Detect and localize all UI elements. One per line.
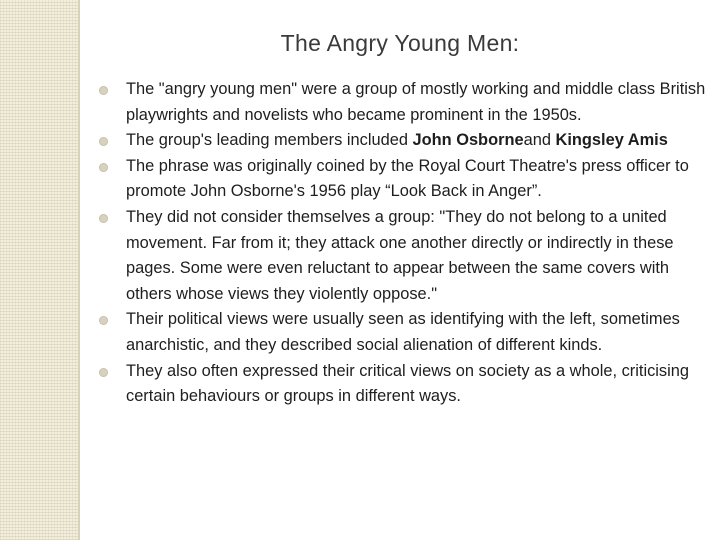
bullet-connector: and	[523, 131, 556, 150]
bullet-dot-icon	[99, 368, 108, 377]
bullet-text: The phrase was originally coined by the Royal Court Theatre's press officer to promote John Osborne's 1956 play “Look Back in Anger”.	[126, 156, 689, 201]
side-band-divider	[78, 0, 80, 540]
bullet-text: They did not consider themselves a group: "They do not belong to a united movement. Far from it; they attack one another directly or indirectly in these pages. Some were even reluctant to appear between the same covers with others whose views they violently oppose."	[126, 207, 674, 303]
bullet-item	[92, 128, 707, 154]
decorative-side-band	[0, 0, 78, 540]
bullet-dot-icon	[99, 214, 108, 223]
bullet-item	[92, 359, 707, 410]
bullet-list	[92, 77, 707, 410]
bullet-dot-icon	[99, 86, 108, 95]
bullet-item	[92, 77, 707, 128]
bullet-dot-icon	[99, 163, 108, 172]
bullet-item	[92, 307, 707, 358]
bullet-dot-icon	[99, 316, 108, 325]
bullet-text: The "angry young men" were a group of mostly working and middle class British playwrights and novelists who became prominent in the 1950s.	[126, 80, 706, 124]
slide-title: The Angry Young Men:	[280, 30, 520, 56]
bullet-text: They also often expressed their critical views on society as a whole, criticising certain behaviours or groups in different ways.	[126, 361, 689, 406]
bullet-text: Their political views were usually seen as identifying with the left, sometimes anarchistic, and they described social alienation of different kinds.	[126, 310, 680, 354]
bullet-dot-icon	[99, 137, 108, 146]
bold-name-osborne: John Osborne	[412, 131, 524, 150]
bullet-item	[92, 154, 707, 205]
bullet-item	[92, 205, 707, 307]
bold-name-amis: Kingsley Amis	[555, 131, 668, 150]
bullet-text: The group's leading members included	[126, 131, 413, 150]
